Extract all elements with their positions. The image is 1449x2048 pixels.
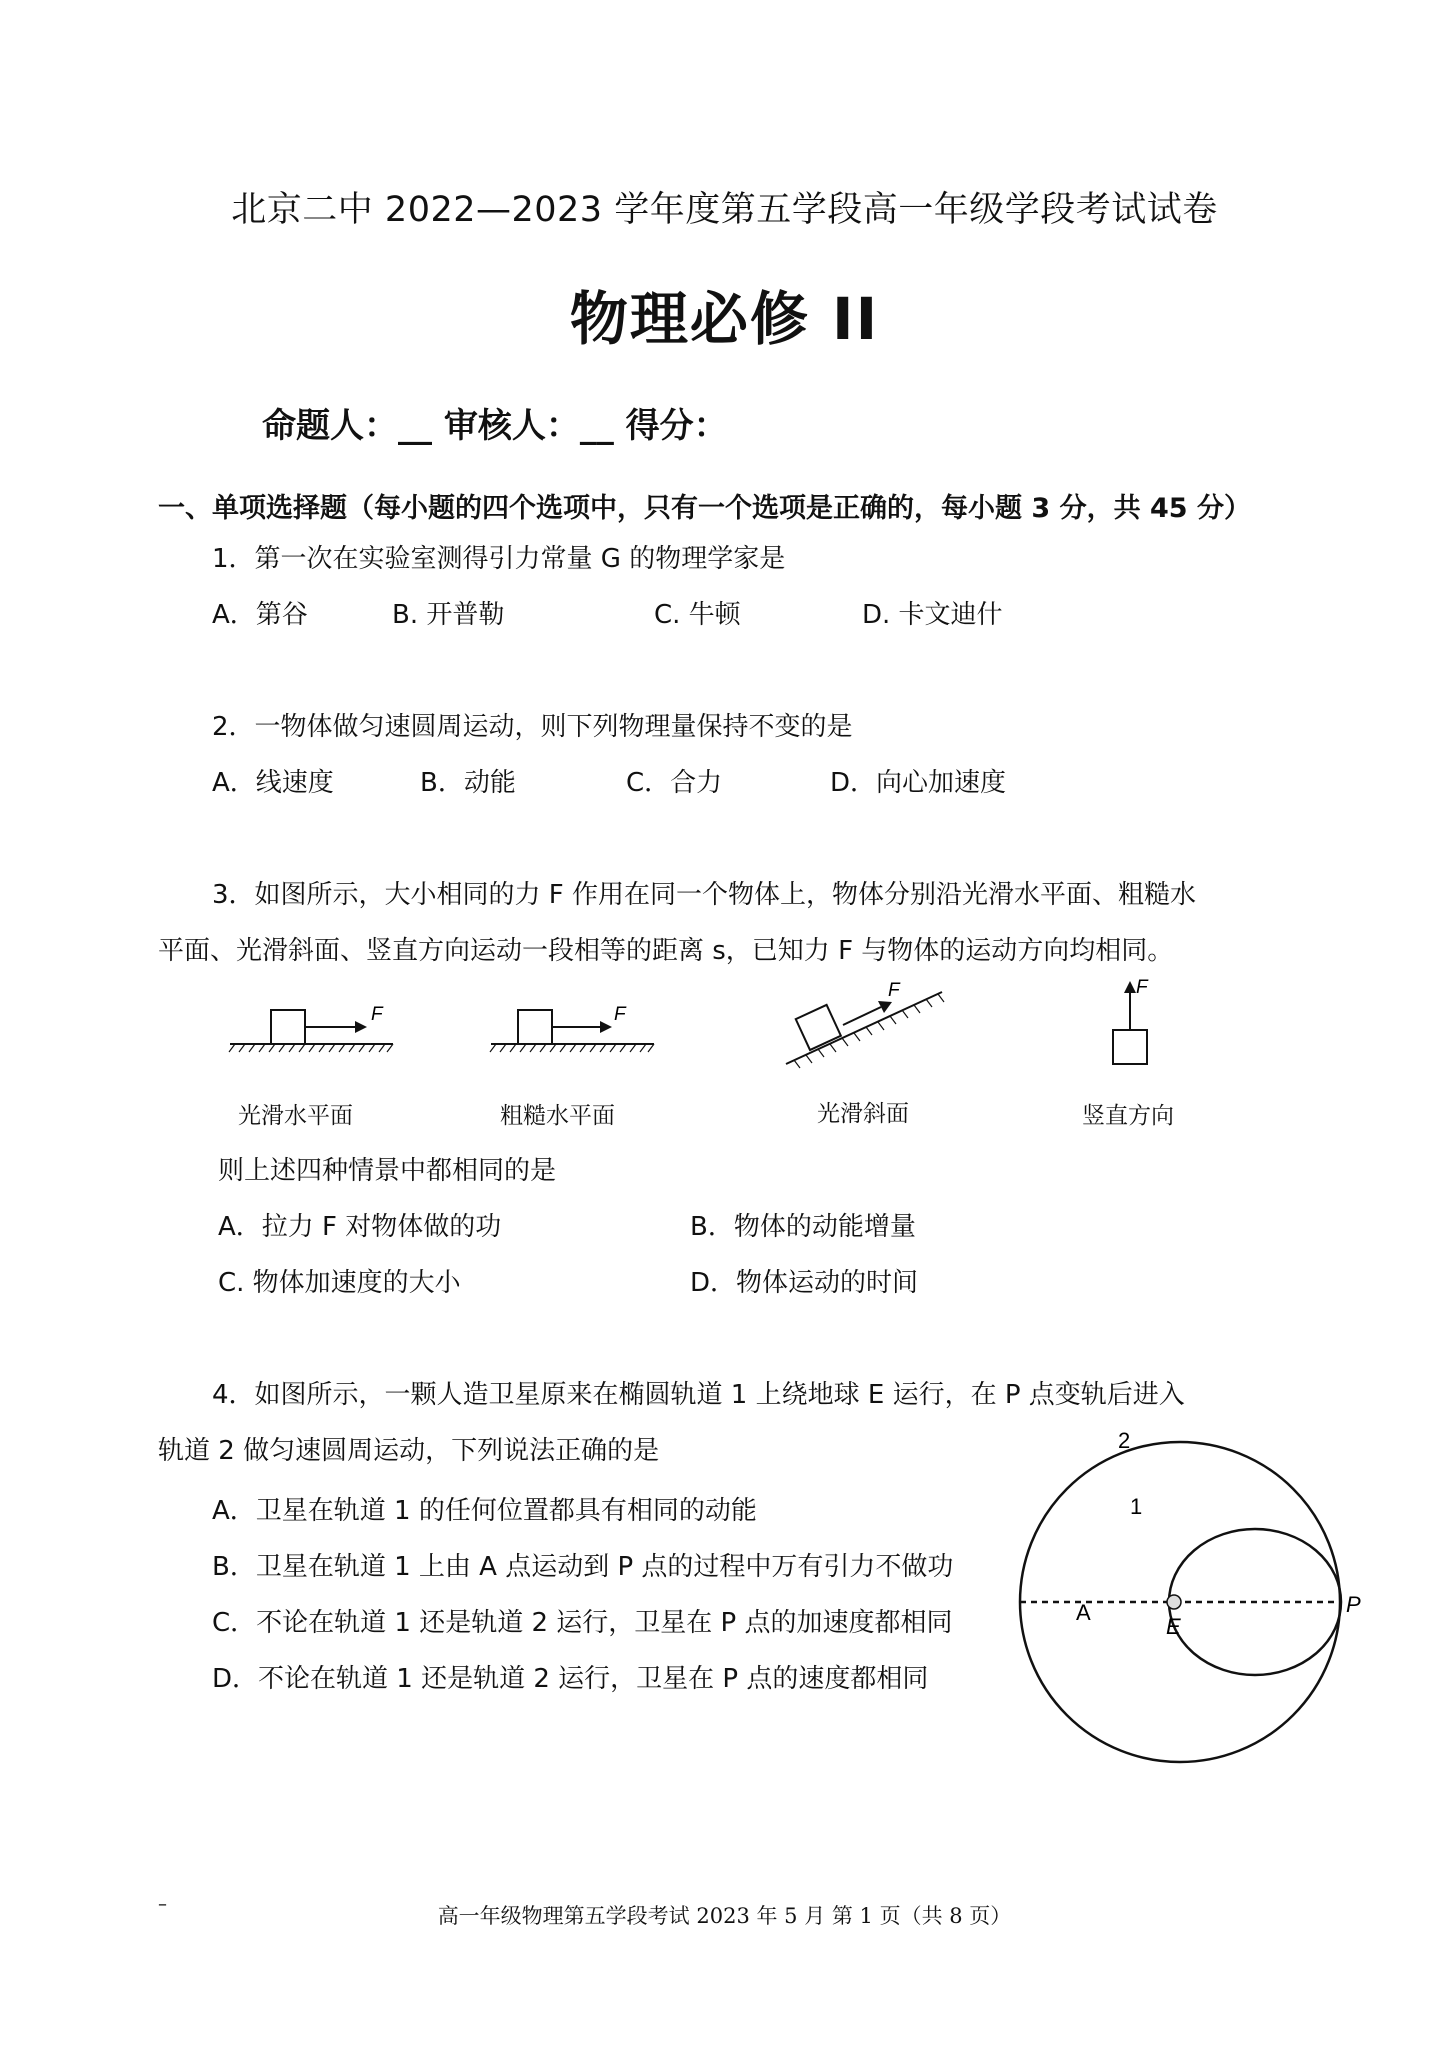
force-label-1: F <box>371 1004 383 1025</box>
figure-smooth-horizontal <box>225 1000 400 1070</box>
question-3-prompt: 则上述四种情景中都相同的是 <box>218 1156 557 1186</box>
figure-smooth-incline <box>780 978 950 1073</box>
force-label-2: F <box>614 1004 626 1025</box>
point-p-label: P <box>1346 1592 1361 1617</box>
question-1-stem: 1．第一次在实验室测得引力常量 G 的物理学家是 <box>212 544 786 574</box>
earth-label: E <box>1166 1614 1181 1639</box>
caption-smooth-incline: 光滑斜面 <box>817 1101 909 1127</box>
orbit-diagram <box>1010 1430 1370 1770</box>
question-4-stem-line2: 轨道 2 做匀速圆周运动，下列说法正确的是 <box>158 1436 660 1466</box>
question-1-option-d: D. 卡文迪什 <box>862 600 1003 630</box>
orbit-1-label: 1 <box>1130 1494 1143 1519</box>
earth-dot <box>1167 1595 1181 1609</box>
section-heading: 一、单项选择题（每小题的四个选项中，只有一个选项是正确的，每小题 3 分，共 45 分） <box>158 493 1251 524</box>
question-4-option-d: D．不论在轨道 1 还是轨道 2 运行，卫星在 P 点的速度都相同 <box>212 1664 929 1694</box>
force-label-4: F <box>1136 977 1148 998</box>
question-3-option-d: D．物体运动的时间 <box>690 1268 919 1298</box>
question-1-option-a: A．第谷 <box>212 600 308 630</box>
authors-line: 命题人：__ 审核人：__ 得分： <box>262 406 728 446</box>
question-3-stem-line2: 平面、光滑斜面、竖直方向运动一段相等的距离 s，已知力 F 与物体的运动方向均相同。 <box>158 936 1174 966</box>
question-3-option-a: A．拉力 F 对物体做的功 <box>218 1212 502 1242</box>
orbit-2-label: 2 <box>1118 1428 1131 1453</box>
question-1-option-b: B. 开普勒 <box>392 600 505 630</box>
figure-vertical <box>1100 975 1170 1075</box>
question-4-option-b: B．卫星在轨道 1 上由 A 点运动到 P 点的过程中万有引力不做功 <box>212 1552 954 1582</box>
question-3-option-b: B．物体的动能增量 <box>690 1212 916 1242</box>
exam-title: 北京二中 2022—2023 学年度第五学段高一年级学段考试试卷 <box>231 190 1218 230</box>
caption-vertical: 竖直方向 <box>1082 1103 1174 1129</box>
question-4-stem-line1: 4．如图所示，一颗人造卫星原来在椭圆轨道 1 上绕地球 E 运行，在 P 点变轨后进入 <box>212 1380 1185 1410</box>
caption-rough-horizontal: 粗糙水平面 <box>500 1103 615 1129</box>
question-2-option-d: D．向心加速度 <box>830 768 1007 798</box>
question-3-option-c: C. 物体加速度的大小 <box>218 1268 461 1298</box>
figure-rough-horizontal <box>486 1000 661 1070</box>
point-a-label: A <box>1076 1600 1091 1625</box>
force-label-3: F <box>888 980 900 1001</box>
question-1-option-c: C. 牛顿 <box>654 600 741 630</box>
footer-mark: – <box>158 1894 167 1915</box>
caption-smooth-horizontal: 光滑水平面 <box>238 1103 353 1129</box>
page-footer: 高一年级物理第五学段考试 2023 年 5 月 第 1 页（共 8 页） <box>437 1904 1012 1928</box>
question-2-option-c: C．合力 <box>626 768 723 798</box>
question-2-stem: 2．一物体做匀速圆周运动，则下列物理量保持不变的是 <box>212 712 853 742</box>
question-3-stem-line1: 3．如图所示，大小相同的力 F 作用在同一个物体上，物体分别沿光滑水平面、粗糙水 <box>212 880 1197 910</box>
question-2-option-a: A．线速度 <box>212 768 334 798</box>
question-2-option-b: B．动能 <box>420 768 516 798</box>
question-4-option-a: A．卫星在轨道 1 的任何位置都具有相同的动能 <box>212 1496 757 1526</box>
question-4-option-c: C．不论在轨道 1 还是轨道 2 运行，卫星在 P 点的加速度都相同 <box>212 1608 953 1638</box>
subject-title: 物理必修 II <box>569 285 880 353</box>
